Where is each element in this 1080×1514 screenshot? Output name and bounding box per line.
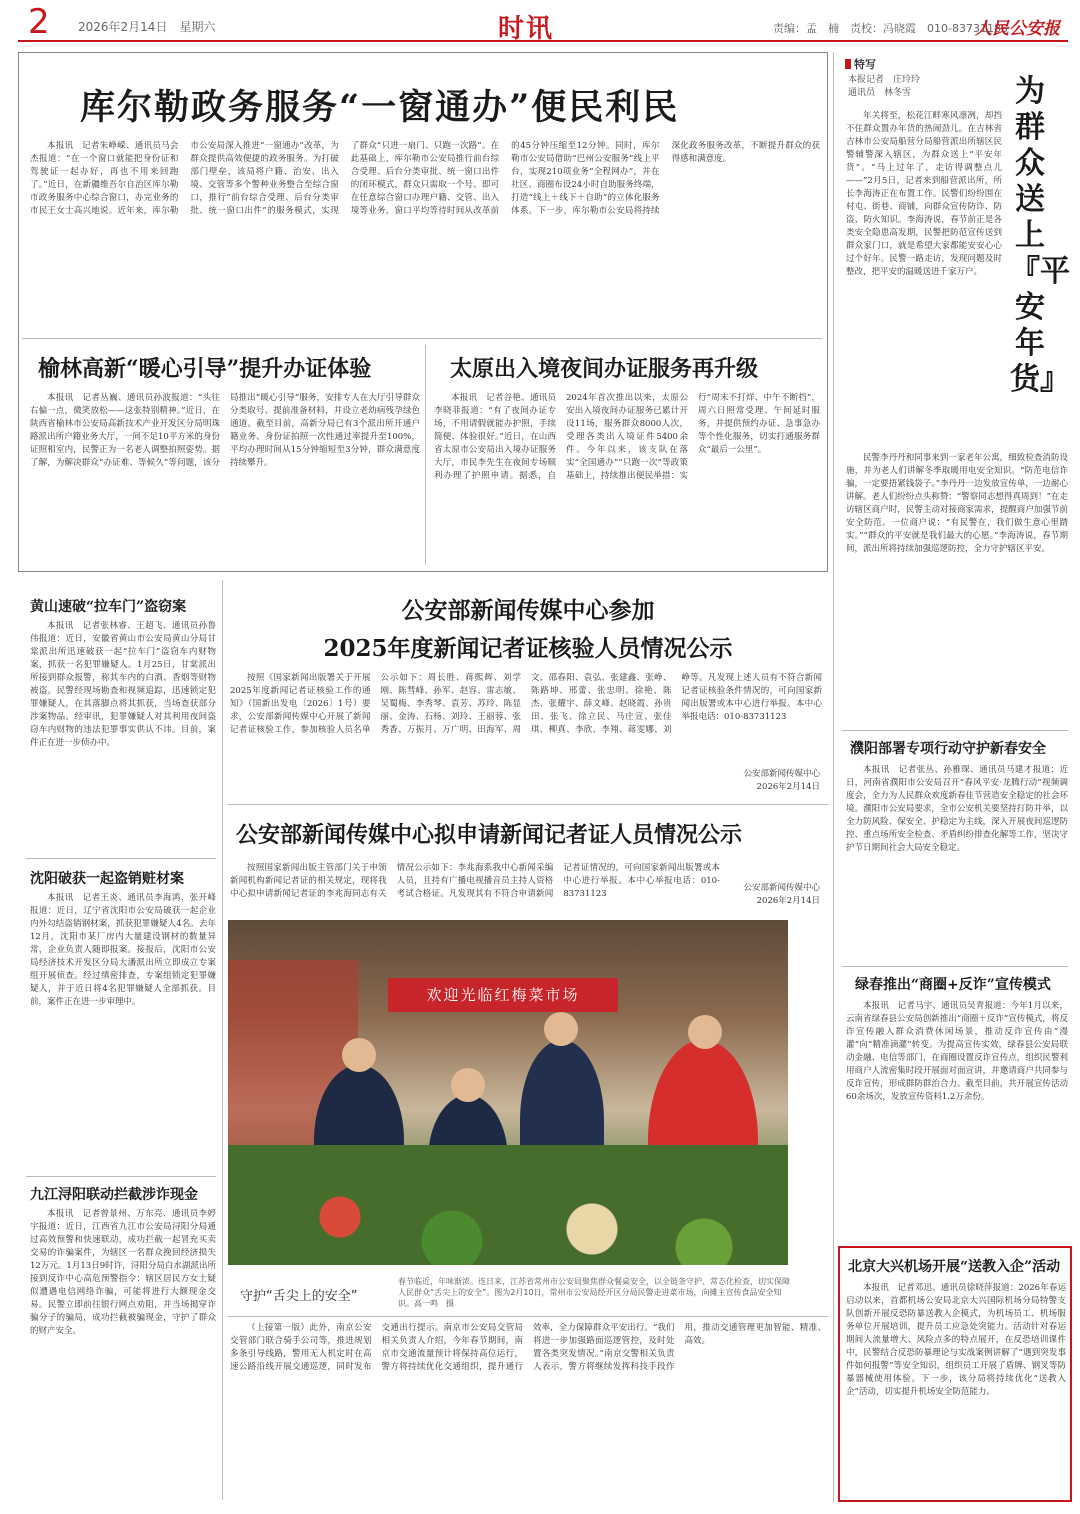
shenyang-body: 本报讯 记者王炎、通讯员李海鸿、张开峰报道：近日，辽宁省沈阳市公安局破获一起企业内外勾结盗销钢材案，抓获犯罪嫌疑人4名。去年12月，沈阳市某厂房内大量建设钢材的数量异常，企业负责人随即报案。接报后，沈阳市公安局经济技术开发区分局大潘派出所立即成立专案组开展侦查。经过缜密排查，专案组锁定犯罪嫌疑人，并于近日将4名犯罪嫌疑人全部抓获。目前，案件正在进一步审理中。 xyxy=(30,893,216,1007)
feature-tag: 特写 xyxy=(845,56,876,72)
editors-line: 责编：孟 楠 责校：冯晓霞 010-83731183 xyxy=(773,22,1008,35)
section-title: 时讯 xyxy=(498,14,555,44)
notice-1-headline xyxy=(228,592,828,668)
feature-headline-text: 为群众送上『平安年货』 xyxy=(1010,74,1070,397)
officer-head xyxy=(544,1012,578,1046)
shenyang-headline: 沈阳破获一起盗销赃材案 xyxy=(30,871,184,887)
page-number: 2 xyxy=(28,2,50,42)
column-divider xyxy=(833,52,834,1502)
photo-caption: 春节临近，年味渐浓。连日来，江苏省常州市公安局聚焦群众餐桌安全，以全链条守护、常态化检查，切实保障人民群众“舌尖上的安全”。图为2月10日，常州市公安局经开区分局民警走进菜市场，向摊主宣传食品安全知识。高一鸣 摄 xyxy=(398,1277,790,1308)
yulin-body: 本报讯 记者丛巍、通讯员孙波报道：“头往右偏一点，微笑放松——这张特别精神。”近日，在陕西省榆林市公安局高新技术产业开发区分局明珠路派出所户籍业务大厅，一间不足10平方米的身份证照相室内，民警正为一名老人调整拍照姿势。据了解，为解决群众“办证难、等候久”等问题，该分局推出“暖心引导”服务，安排专人在大厅引导群众分类取号、提前准备材料，并设立老幼病残孕绿色通道。截至目前，高新分局已有3个派出所开通户籍业务、身份证拍照一次性通过率提升至100%，平均办理时间从15分钟缩短至3分钟，群众满意度持续攀升。 xyxy=(30,393,420,468)
puyang-body: 本报讯 记者张丛、孙雅琛、通讯员马建才报道：近日，河南省濮阳市公安局召开“春风平安·龙腾行动”视频调度会，全力为人民群众欢度新春佳节营造安全稳定的社会环境。濮阳市公安局要求，全市公安机关要坚持打防并举，以全力防风险、保安全、护稳定为主线，深入开展夜间巡逻防控、重点场所安全检查、矛盾纠纷排查化解等工作，坚决守护节日期间社会大局安全稳定。 xyxy=(846,765,1068,853)
photo-caption-title: 守护“舌尖上的安全” xyxy=(240,1289,358,1304)
notice-1-body: 按照《国家新闻出版署关于开展2025年度新闻记者证核验工作的通知》（国新出发电〔2026〕1号）要求，公安部新闻传媒中心开展了新闻记者证核验工作，参加核验人员名单公示如下：周长胜、蒋熙辉、刘学刚、陈彗峰、孙军、赵容、雷志敏、吴蜀梅、李秀琴、袁芳、苏玲、陈显丽、金涛、石杨、刘玲、王丽蓉、张秀香、万振月、万广明、田海军、周文、邵春阳、袁弘、张建鑫、张峥、陈路坤、邢蕾、张忠明、徐艳、陈杰、张耀宇、薛文峰、赵晓霞、孙贵田、张飞、徐立民、马庄宣、张佳琪、柳真、李欣、李翔、蒋雯娜、刘峥等。凡发现上述人员有不符合新闻记者证核验条件情况的，可向国家新闻出版署或本中心进行举报。本中心举报电话：010-83731123 xyxy=(230,673,822,735)
officer-head xyxy=(451,1068,485,1102)
section-divider xyxy=(842,966,1068,967)
issue-date: 2026年2月14日 星期六 xyxy=(78,20,216,34)
officer-head xyxy=(342,1038,376,1072)
notice-2-signoff: 公安部新闻传媒中心 2026年2月14日 xyxy=(743,883,820,906)
vendor-head xyxy=(688,1015,722,1049)
taiyuan-body: 本报讯 记者谷艳、通讯员李晓菲报道：“有了夜间办证专场，不用请假就能办护照，手续简便、体验很好。”近日，在山西省太原市公安局出入境办证服务大厅，市民李先生在夜间专场顺利办理了护照申请。据悉，自2024年首次推出以来，太原公安出入境夜间办证服务已累计开设11场，服务群众8000人次，受理各类出入境证件5400余件。今年以来，该支队在落实“全国通办”“只跑一次”等政策基础上，持续推出便民举措：实行“周末不打烊、中午不断档”，周六日照常受理、午间延时服务，并提供预约办证、急事急办等个性化服务，切实打通服务群众“最后一公里”。 xyxy=(434,393,820,481)
section-divider xyxy=(842,730,1068,731)
lead-body: 本报讯 记者朱峥嵘、通讯员马会杰报道：“在一个窗口就能把身份证和驾驶证一起办好，再也不用来回跑了。”近日，在新疆维吾尔自治区库尔勒市政务服务中心综合窗口，办完业务的市民王女士高兴地说。近年来，库尔勒市公安局深入推进“一窗通办”改革，为群众提供高效便捷的政务服务。为打破部门壁垒，该局将户籍、治安、出入境、交管等多个警种业务整合至综合窗口，推行“前台综合受理、后台分类审批、统一窗口出件”的服务模式，实现了群众“只进一扇门、只跑一次路”。在此基础上，库尔勒市公安局推行前台综合受理、后台分类审批、统一窗口出件的闭环模式，群众只需取一个号、即可在任意综合窗口办理户籍、交管、出入境等业务，窗口平均等待时间从改革前的45分钟压缩至12分钟。同时，库尔勒市公安局借助“巴州公安服务”线上平台，实现210项业务“全程网办”，并在社区、商圈布设24小时自助服务终端，打造“线上＋线下＋自助”的立体化服务体系。下一步，库尔勒市公安局将持续深化政务服务改革，不断提升群众的获得感和满意度。 xyxy=(30,141,820,216)
lvchun-headline: 绿春推出“商圈+反诈”宣传模式 xyxy=(855,977,1051,993)
puyang-headline: 濮阳部署专项行动守护新春安全 xyxy=(850,741,1046,757)
section-divider xyxy=(228,804,828,805)
feature-reporters: 本报记者 庄玲玲 通讯员 林冬雪 xyxy=(848,75,921,98)
section-divider xyxy=(22,338,822,339)
section-divider xyxy=(26,1176,216,1177)
daxing-body: 本报讯 记者邓迅、通讯员徐晓萍报道：2026年春运启动以来，首都机场公安局北京大兴国际机场分局特警支队创新开展反恐防暴送教入企模式，为机场员工、机场服务单位开展培训，提升员工应急处突能力。活动针对春运期间人流量增大、风险点多的特点展开，在反恐培训课件中，民警结合反恐防暴理论与实战案例讲解了“遇到突发事件如何报警”等安全知识，组织员工开展了盾牌、钢叉等防暴器械使用体验。下一步，该分局将持续优化“送教入企”活动，切实提升机场安全防范能力。 xyxy=(846,1283,1066,1397)
section-divider xyxy=(26,858,216,859)
feature-vertical-headline xyxy=(1010,74,1070,398)
daxing-headline: 北京大兴机场开展“送教入企”活动 xyxy=(848,1259,1061,1275)
jiujiang-body: 本报讯 记者曾景州、万东亮、通讯员李婷宇报道：近日，江西省九江市公安局浔阳分局通过高效预警和快速联动，成功拦截一起冒充买卖交易的诈骗案件，为辖区一名群众挽回经济损失12万元。1月13日9时许，浔阳分局白水湖派出所接到反诈中心高危预警指令：辖区居民方女士疑似遭遇电信网络诈骗，可能将进行大额现金交易。民警立即前往银行网点劝阻，并当场揭穿诈骗分子的骗局，成功拦截被骗现金，守护了群众的财产安全。 xyxy=(30,1209,216,1336)
jiujiang-headline: 九江浔阳联动拦截涉诈现金 xyxy=(30,1187,198,1203)
newspaper-logo: 人民公安报 xyxy=(975,19,1060,39)
feature-body-continued: 民警李丹丹和同事来到一家老年公寓，细致检查消防设施，并为老人们讲解冬季取暖用电安全知识。“防范电信诈骗，一定要捂紧钱袋子。”李丹丹一边发放宣传单，一边耐心讲解。老人们纷纷点头称赞：“警察同志想得真周到！”在走访辖区商户时，民警主动对接商家需求，提醒商户加强节前安全防范。一位商户说：“有民警在，我们做生意心里踏实。”“群众的平安就是我们最大的心愿。”李海涛说，春节期间，派出所将持续加强巡逻防控，全力守护辖区平安。 xyxy=(846,453,1068,554)
notice-1-signoff: 公安部新闻传媒中心 2026年2月14日 xyxy=(743,769,820,792)
continued-story-body: （上接第一版）此外，南京公安交管部门联合骑手公司等，推进规划多条引导线路，警用无人机定时在高速公路沿线开展交通巡逻，同时发布交通出行提示。南京市公安局交管局相关负责人介绍，今年春节期间，南京市交通流量预计将保持高位运行，警方将持续优化交通组织，提升通行效率，全力保障群众平安出行。“我们将进一步加强路面巡逻管控，及时处置各类突发情况。”南京交警相关负责人表示，警方将继续发挥科技手段作用，推动交通管理更加智能、精准、高效。 xyxy=(230,1323,826,1372)
notice-2-headline: 公安部新闻传媒中心拟申请新闻记者证人员情况公示 xyxy=(236,822,743,848)
column-divider xyxy=(222,580,223,1500)
feature-body: 年关将至，松花江畔寒风凛冽，却挡不住群众置办年货的热闹劲儿。在吉林省吉林市公安局船营分局船营派出所辖区民警辅警深入辖区，为群众送上“平安年货”。“马上过年了，走访得调整点儿——”2月5日，记者来到船营派出所，所长李海涛正在布置工作。民警们纷纷围在村屯、街巷、商铺，向群众宣传防诈、防盗、防火知识。李海涛说，春节前正是各类安全隐患高发期，民警把防范宣传送到群众家门口，就是希望大家都能安安心心过个好年。民警一路走访，发现问题及时整改，把平安的温暖送进千家万户。 xyxy=(846,111,1002,277)
vegetable-display xyxy=(228,1145,788,1265)
lvchun-body: 本报讯 记者马宇、通讯员吴青报道：今年1月以来，云南省绿春县公安局创新推出“商圈＋反诈”宣传模式，将反诈宣传融入群众消费休闲场景，推动反诈宣传由“漫灌”向“精准滴灌”转变。为提高宣传实效，绿春县公安局联动金融、电信等部门，在商圈设置反诈宣传点，组织民警利用商户人流密集时段开展面对面宣讲，并邀请商户共同参与反诈宣传，形成群防群治合力。截至目前，共开展宣传活动60余场次，发放宣传资料1.2万余份。 xyxy=(846,1001,1068,1102)
taiyuan-headline: 太原出入境夜间办证服务再升级 xyxy=(450,356,759,382)
huangshan-headline: 黄山速破“拉车门”盗窃案 xyxy=(30,599,187,615)
notice-1-title: 公安部新闻传媒中心参加 2025年度新闻记者证核验人员情况公示 xyxy=(323,597,733,662)
market-banner: 欢迎光临红梅菜市场 xyxy=(388,978,618,1012)
section-divider xyxy=(228,1316,828,1317)
notice-2-body: 按照国家新闻出版主管部门关于申领新闻机构新闻记者证的相关规定，现将我中心拟申请新闻记者证的李兆海同志有关情况公示如下：李兆海系我中心新闻采编人员，且持有广播电视播音员主持人资格考试合格证。凡发现其有不符合申请新闻记者证情况的，可向国家新闻出版署或本中心进行举报。本中心举报电话：010-83731123 xyxy=(230,863,720,899)
market-photo xyxy=(228,920,788,1265)
column-divider xyxy=(425,345,426,565)
huangshan-body: 本报讯 记者张林睿、王超飞、通讯员孙鲁伟报道：近日，安徽省黄山市公安局黄山分局甘棠派出所迅速破获一起“拉车门”盗窃车内财物案，抓获一名犯罪嫌疑人。1月25日，甘棠派出所接到群众报警，称其车内的白酒、香烟等财物被盗。民警经现场勘查和视频追踪，迅速锁定犯罪嫌疑人，在其落脚点将其抓获，当场查获部分涉案物品。经审讯，犯罪嫌疑人对其利用夜间盗窃车内财物的违法犯罪事实供认不讳。目前，案件正在进一步侦办中。 xyxy=(30,621,216,748)
masthead xyxy=(18,2,1068,44)
yulin-headline: 榆林高新“暖心引导”提升办证体验 xyxy=(38,356,372,382)
lead-headline: 库尔勒政务服务“一窗通办”便民利民 xyxy=(80,87,680,128)
